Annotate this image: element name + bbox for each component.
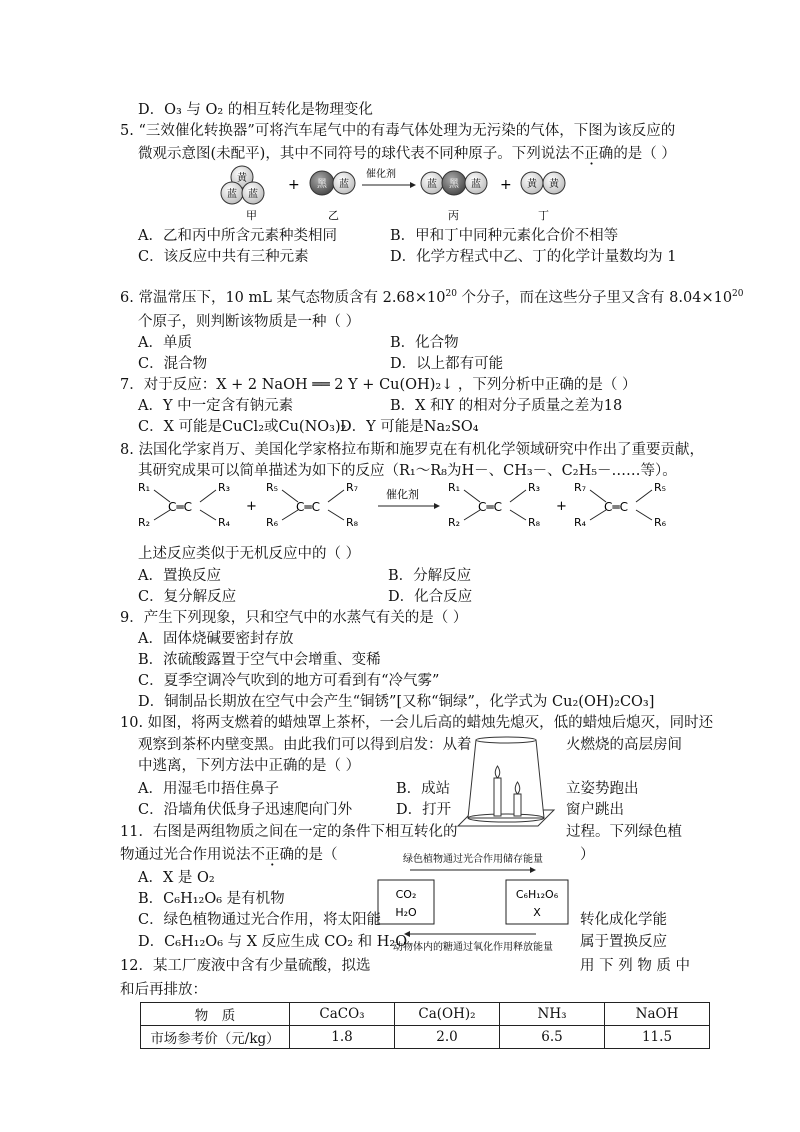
svg-text:C═C: C═C xyxy=(296,500,320,514)
q8-stem-line2: 其研究成果可以简单描述为如下的反应（R₁～R₈为H－、CH₃－、C₂H₅－……等）。 xyxy=(138,463,677,479)
svg-text:C═C: C═C xyxy=(478,500,502,514)
q5-option-a: A．乙和丙中所含元素种类相同 xyxy=(138,228,337,244)
q8-option-a: A．置换反应 xyxy=(138,568,221,584)
q6-option-b: B．化合物 xyxy=(390,335,459,351)
q11-option-d-part2: 属于置换反应 xyxy=(580,934,667,950)
q10-option-a: A．用湿毛巾捂住鼻子 xyxy=(138,781,279,797)
svg-text:蓝: 蓝 xyxy=(227,189,237,200)
svg-text:蓝: 蓝 xyxy=(471,179,481,190)
svg-text:+: + xyxy=(288,177,300,193)
table-cell: 11.5 xyxy=(605,1026,710,1049)
q6-stem-line2: 个原子，则判断该物质是一种（ ） xyxy=(138,314,361,330)
q11-option-a: A．X 是 O₂ xyxy=(138,870,215,886)
svg-text:蓝: 蓝 xyxy=(339,179,349,190)
svg-text:CO₂: CO₂ xyxy=(395,888,417,901)
q7-option-a: A．Y 中一定含有钠元素 xyxy=(138,398,294,414)
molecule-ding xyxy=(521,172,565,194)
svg-text:R₂: R₂ xyxy=(448,516,461,529)
q4-option-d: D．O₃ 与 O₂ 的相互转化是物理变化 xyxy=(138,102,373,118)
alkene-product-1 xyxy=(448,481,541,529)
q6-option-a: A．单质 xyxy=(138,335,192,351)
svg-text:C═C: C═C xyxy=(604,500,628,514)
svg-text:R₁: R₁ xyxy=(448,481,461,494)
svg-text:+: + xyxy=(556,499,567,514)
svg-text:R₆: R₆ xyxy=(654,516,667,529)
q8-stem-line1: 8. 法国化学家肖万、美国化学家格拉布斯和施罗克在有机化学领域研究中作出了重要贡献， xyxy=(120,442,704,458)
q11-emphasis: 不正确 xyxy=(250,847,294,863)
q12-stem-line2: 和后再排放： xyxy=(120,982,207,998)
q10-option-c: C．沿墙角伏低身子迅速爬向门外 xyxy=(138,802,353,818)
label-bing: 丙 xyxy=(448,209,459,222)
alkene-2 xyxy=(266,481,359,529)
q11-stem-line1b: 过程。下列绿色植 xyxy=(566,824,682,840)
svg-text:R₈: R₈ xyxy=(528,516,541,529)
q11-stem-line2: 物通过光合作用说法不正确的是（ xyxy=(120,847,338,863)
svg-text:R₂: R₂ xyxy=(138,516,151,529)
svg-text:R₈: R₈ xyxy=(346,516,359,529)
price-table xyxy=(140,1002,710,1049)
q10-option-b-part2: 立姿势跑出 xyxy=(566,781,639,797)
svg-text:R₆: R₆ xyxy=(266,516,279,529)
svg-text:黄: 黄 xyxy=(237,173,247,184)
label-ding: 丁 xyxy=(538,209,549,222)
svg-text:黄: 黄 xyxy=(549,179,559,190)
label-yi: 乙 xyxy=(328,209,339,222)
q8-reaction-scheme xyxy=(138,480,678,530)
q12-stem-line1b: 用 下 列 物 质 中 xyxy=(580,958,691,974)
q9-option-a: A．固体烧碱要密封存放 xyxy=(138,631,294,647)
q5-stem-line1: 5. “三效催化转换器”可将汽车尾气中的有毒气体处理为无污染的气体，下图为该反应的 xyxy=(120,123,676,139)
svg-text:黑: 黑 xyxy=(317,179,327,190)
q5-micro-diagram xyxy=(220,165,580,223)
q7-option-d: D．Y 可能是Na₂SO₄ xyxy=(340,419,479,435)
table-cell: 6.5 xyxy=(500,1026,605,1049)
svg-text:绿色植物通过光合作用储存能量: 绿色植物通过光合作用储存能量 xyxy=(403,854,543,865)
q11-option-b: B．C₆H₁₂O₆ 是有机物 xyxy=(138,891,285,907)
q9-option-c: C．夏季空调冷气吹到的地方可看到有“冷气雾” xyxy=(138,673,440,689)
q8-option-d: D．化合反应 xyxy=(388,589,473,605)
q9-stem: 9．产生下列现象，只和空气中的水蒸气有关的是（ ） xyxy=(120,610,468,626)
candle-cup-figure xyxy=(454,736,558,832)
alkene-product-2 xyxy=(574,481,667,529)
q7-stem: 7．对于反应：X + 2 NaOH ══ 2 Y + Cu(OH)₂↓ ，下列分析中正确的是（ ） xyxy=(120,377,637,393)
q12-stem-line1a: 12．某工厂废液中含有少量硫酸，拟选 xyxy=(120,958,371,974)
molecule-jia xyxy=(221,166,264,204)
svg-text:X: X xyxy=(533,906,541,919)
q10-stem-line1: 10. 如图，将两支燃着的蜡烛罩上茶杯，一会儿后高的蜡烛先熄灭，低的蜡烛后熄灭，同时还 xyxy=(120,715,714,731)
alkene-1 xyxy=(138,481,231,529)
molecule-bing xyxy=(421,171,487,195)
q10-stem-line3: 中逃离，下列方法中正确的是（ ） xyxy=(138,758,361,774)
svg-text:催化剂: 催化剂 xyxy=(386,488,419,501)
q10-option-d-part2: 窗户跳出 xyxy=(566,802,624,818)
svg-text:R₁: R₁ xyxy=(138,481,151,494)
svg-text:蓝: 蓝 xyxy=(248,189,258,200)
label-jia: 甲 xyxy=(246,209,257,222)
q9-option-b: B．浓硫酸露置于空气中会增重、变稀 xyxy=(138,652,381,668)
svg-text:黑: 黑 xyxy=(449,179,459,190)
table-header-cell: Ca(OH)₂ xyxy=(395,1003,500,1026)
table-cell: 市场参考价（元/kg） xyxy=(141,1026,290,1049)
q9-option-d: D．铜制品长期放在空气中会产生“铜锈”[又称“铜绿”，化学式为 Cu₂(OH)₂CO₃] xyxy=(138,694,655,710)
molecule-yi xyxy=(310,171,355,195)
q10-stem-line2b: 火燃烧的高层房间 xyxy=(566,737,682,753)
svg-text:C═C: C═C xyxy=(168,500,192,514)
q8-stem-line3: 上述反应类似于无机反应中的（ ） xyxy=(138,546,361,562)
q11-stem-line1a: 11．右图是两组物质之间在一定的条件下相互转化的 xyxy=(120,824,458,840)
svg-text:C₆H₁₂O₆: C₆H₁₂O₆ xyxy=(515,888,559,901)
table-row xyxy=(141,1026,710,1049)
table-header-cell: CaCO₃ xyxy=(290,1003,395,1026)
q5-option-c: C．该反应中共有三种元素 xyxy=(138,249,309,265)
table-row xyxy=(141,1003,710,1026)
svg-text:R₇: R₇ xyxy=(346,481,359,494)
table-cell: 1.8 xyxy=(290,1026,395,1049)
svg-text:R₃: R₃ xyxy=(218,481,231,494)
svg-text:黄: 黄 xyxy=(527,179,537,190)
q11-option-c-part1: C．绿色植物通过光合作用，将太阳能 xyxy=(138,912,382,928)
svg-text:R₄: R₄ xyxy=(574,516,587,529)
svg-text:动物体内的糖通过氧化作用释放能量: 动物体内的糖通过氧化作用释放能量 xyxy=(393,942,553,953)
q6-option-c: C．混合物 xyxy=(138,356,208,372)
q11-option-d-part1: D．C₆H₁₂O₆ 与 X 反应生成 CO₂ 和 H₂O xyxy=(138,934,408,950)
svg-text:R₄: R₄ xyxy=(218,516,231,529)
svg-text:催化剂: 催化剂 xyxy=(366,169,396,180)
q7-option-c: C．X 可能是CuCl₂或Cu(NO₃)₂ xyxy=(138,419,347,435)
table-header-cell: NaOH xyxy=(605,1003,710,1026)
q5-option-b: B．甲和丁中同种元素化合价不相等 xyxy=(390,228,619,244)
svg-text:+: + xyxy=(246,499,257,514)
q8-option-c: C．复分解反应 xyxy=(138,589,237,605)
table-header-cell: 物 质 xyxy=(141,1003,290,1026)
svg-text:R₅: R₅ xyxy=(654,481,667,494)
q7-option-b: B．X 和Y 的相对分子质量之差为18 xyxy=(390,398,623,414)
table-header-cell: NH₃ xyxy=(500,1003,605,1026)
q10-stem-line2a: 观察到茶杯内壁变黑。由此我们可以得到启发：从着 xyxy=(138,737,472,753)
svg-text:R₇: R₇ xyxy=(574,481,587,494)
svg-text:蓝: 蓝 xyxy=(427,179,437,190)
q5-option-d: D．化学方程式中乙、丁的化学计量数均为 1 xyxy=(390,249,677,265)
svg-text:R₃: R₃ xyxy=(528,481,541,494)
svg-text:R₅: R₅ xyxy=(266,481,279,494)
table-cell: 2.0 xyxy=(395,1026,500,1049)
svg-text:+: + xyxy=(500,177,512,193)
q10-option-d-part1: D．打开 xyxy=(396,802,452,818)
q6-option-d: D．以上都有可能 xyxy=(390,356,504,372)
q11-option-c-part2: 转化成化学能 xyxy=(580,912,667,928)
q6-stem-line1: 6. 常温常压下，10 mL 某气态物质含有 $2.68\times 10^{20}$ 个分子，而在这些分子里又含有 $8.04\times 10^{20}$ xyxy=(120,289,744,306)
q5-emphasis: 不正确 xyxy=(569,146,614,162)
q11-stem-line2-close: ） xyxy=(580,847,595,863)
q8-option-b: B．分解反应 xyxy=(388,568,472,584)
q10-option-b-part1: B．成站 xyxy=(396,781,451,797)
svg-text:H₂O: H₂O xyxy=(395,906,417,919)
q5-stem-line2: 微观示意图(未配平)，其中不同符号的球代表不同种原子。下列说法不正确的是（ ） xyxy=(138,146,676,162)
